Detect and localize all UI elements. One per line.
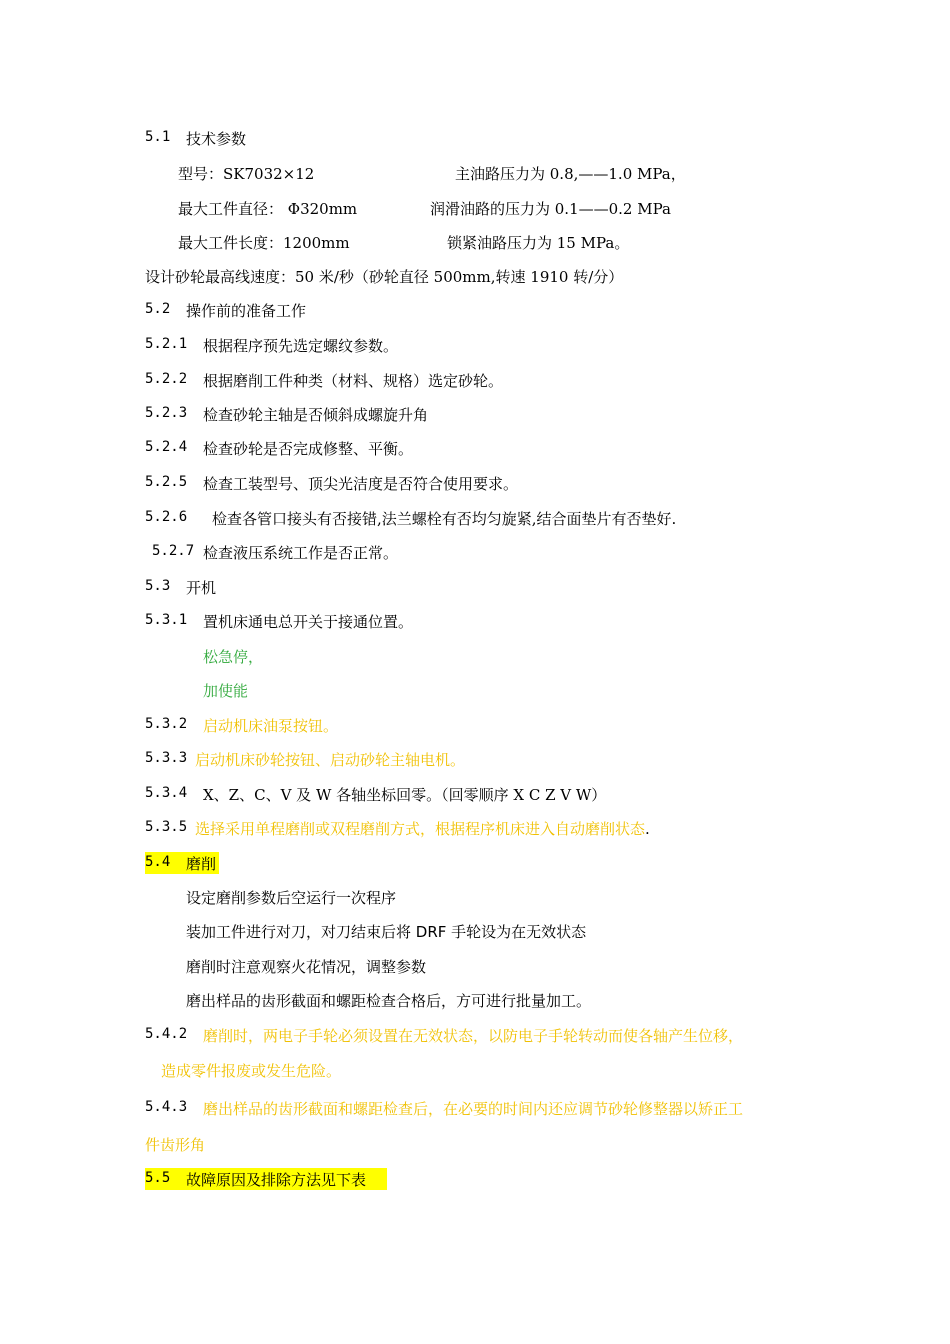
item-text: 启动机床砂轮按钮、启动砂轮主轴电机。 (195, 751, 466, 769)
section-number: 5.4 (145, 854, 171, 870)
step-text-part: 装加工件进行对刀，对刀结束后将 DRF 手轮 (186, 923, 482, 941)
section-number: 5.3 (145, 578, 171, 594)
item-text: 根据程序预先选定螺纹参数。 (203, 337, 399, 355)
item-text: 启动机床油泵按钮。 (203, 717, 339, 735)
param-main-oil: 主油路压力为 0.8,——1.0 MPa， (455, 165, 686, 183)
green-note: 加使能 (203, 682, 249, 700)
param-model: 型号：SK7032×12 (178, 165, 315, 183)
item-number: 5.2.6 (145, 509, 188, 525)
section-heading: 技术参数 (186, 130, 247, 148)
param-lube-oil: 润滑油路的压力为 0.1——0.2 MPa (430, 200, 671, 218)
item-text: 检查砂轮主轴是否倾斜成螺旋升角 (203, 406, 429, 424)
item-number: 5.3.1 (145, 612, 188, 628)
item-number: 5.3.5 (145, 819, 188, 835)
period: . (645, 820, 650, 838)
param-max-length: 最大工件长度：1200mm (178, 234, 350, 252)
item-number: 5.2.7 (152, 543, 195, 559)
item-number: 5.2.1 (145, 336, 188, 352)
item-number: 5.3.4 (145, 785, 188, 801)
step-text: 设定磨削参数后空运行一次程序 (186, 889, 397, 907)
item-text: 检查砂轮是否完成修整、平衡。 (203, 440, 414, 458)
item-text: 磨出样品的齿形截面和螺距检查后，在必要的时间内还应调节砂轮修整器以矫正工 (203, 1100, 744, 1118)
item-text: 根据磨削工件种类（材料、规格）选定砂轮。 (203, 372, 504, 390)
section-number: 5.5 (145, 1170, 171, 1186)
item-number: 5.2.4 (145, 439, 188, 455)
item-number: 5.4.2 (145, 1026, 188, 1042)
item-text: 置机床通电总开关于接通位置。 (203, 613, 414, 631)
param-lock-oil: 锁紧油路压力为 15 MPa。 (447, 234, 630, 252)
section-heading: 开机 (186, 579, 217, 597)
item-number: 5.2.5 (145, 474, 188, 490)
item-number: 5.2.3 (145, 405, 188, 421)
param-wheel-speed: 设计砂轮最高线速度：50 米/秒（砂轮直径 500mm,转速 1910 转/分） (145, 268, 624, 286)
section-heading: 故障原因及排除方法见下表 (186, 1171, 367, 1189)
item-number: 5.4.3 (145, 1099, 188, 1115)
item-text: X、Z、C、V 及 W 各轴坐标回零。（回零顺序 X C Z V W） (203, 786, 607, 804)
section-heading: 磨削 (186, 855, 217, 873)
param-max-diameter: 最大工件直径： Φ320mm (178, 200, 358, 218)
step-text-part: 设为在无效状态 (481, 923, 587, 941)
item-text: 件齿形角 (145, 1136, 206, 1154)
item-text: 磨削时，两电子手轮必须设置在无效状态，以防电子手轮转动而使各轴产生位移， (203, 1027, 744, 1045)
section-number: 5.2 (145, 301, 171, 317)
item-number: 5.2.2 (145, 371, 188, 387)
item-text: 造成零件报废或发生危险。 (161, 1062, 342, 1080)
item-text-yellow: 选择采用单程磨削或双程磨削方式，根据程序机床进入自动磨削状态 (195, 820, 646, 838)
item-text (195, 818, 650, 839)
item-text: 检查液压系统工作是否正常。 (203, 544, 399, 562)
step-text: 磨出样品的齿形截面和螺距检查合格后，方可进行批量加工。 (186, 992, 592, 1010)
item-text: 检查工装型号、顶尖光洁度是否符合使用要求。 (203, 475, 519, 493)
item-number: 5.3.3 (145, 750, 188, 766)
section-number: 5.1 (145, 129, 171, 145)
step-text: 磨削时注意观察火花情况，调整参数 (186, 958, 427, 976)
item-text: 检查各管口接头有否接错,法兰螺栓有否均匀旋紧,结合面垫片有否垫好. (212, 510, 677, 528)
step-text (186, 921, 586, 942)
green-note: 松急停， (203, 648, 264, 666)
section-heading: 操作前的准备工作 (186, 302, 307, 320)
item-number: 5.3.2 (145, 716, 188, 732)
